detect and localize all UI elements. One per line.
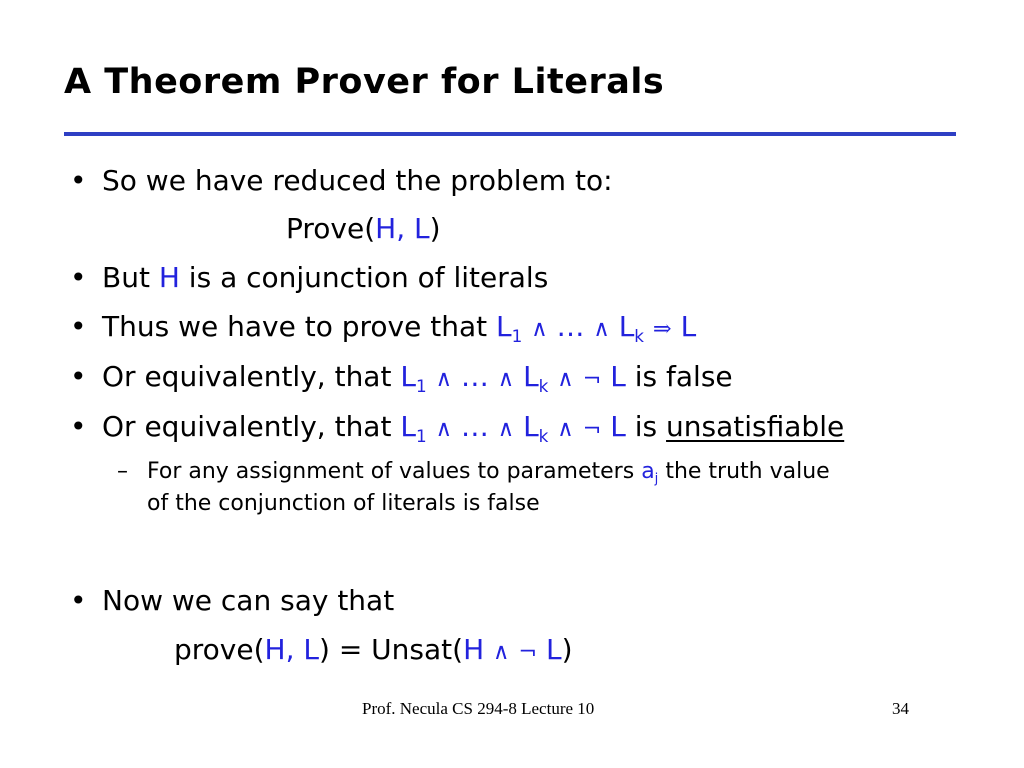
sub-bullet-line-1 xyxy=(147,455,830,489)
literal-l: L xyxy=(400,360,416,393)
not-symbol: ¬ xyxy=(582,366,602,392)
literal-l: L xyxy=(610,410,626,443)
subscript-k: k xyxy=(538,425,549,446)
bullet-2-post: is a conjunction of literals xyxy=(179,261,549,294)
var-h: H xyxy=(463,633,485,666)
formula-prove-unsat xyxy=(174,633,573,669)
literal-l: L xyxy=(523,360,539,393)
bullet-5-pre: Or equivalently, that xyxy=(102,410,401,443)
bullet-3-text xyxy=(102,310,696,346)
bullet-5-text xyxy=(102,410,844,446)
not-symbol: ¬ xyxy=(582,416,602,442)
formula-args: H, L xyxy=(264,633,319,666)
bullet-1-text: So we have reduced the problem to: xyxy=(102,164,613,197)
footer-text: Prof. Necula CS 294-8 Lecture 10 xyxy=(362,699,595,718)
bullet-4-pre: Or equivalently, that xyxy=(102,360,401,393)
ellipsis: … xyxy=(460,410,489,443)
literal-l: L xyxy=(523,410,539,443)
formula-part: ) = Unsat( xyxy=(319,633,464,666)
bullet-2-pre: But xyxy=(102,261,159,294)
formula-negation xyxy=(400,410,626,446)
bullet-dot: • xyxy=(70,360,87,393)
subscript-k: k xyxy=(634,325,645,346)
and-symbol: ∧ xyxy=(497,366,515,392)
sub-bullet-line-2: of the conjunction of literals is false xyxy=(147,491,540,516)
unsatisfiable-term: unsatisfiable xyxy=(666,410,845,443)
bullet-dot: • xyxy=(70,164,87,197)
subscript-1: 1 xyxy=(415,375,427,396)
literal-l: L xyxy=(546,633,562,666)
literal-l: L xyxy=(618,310,635,343)
formula-implication xyxy=(495,310,697,346)
bullet-5-mid: is xyxy=(625,410,667,443)
and-symbol: ∧ xyxy=(497,416,515,442)
and-symbol: ∧ xyxy=(557,416,574,442)
and-symbol: ∧ xyxy=(531,316,548,342)
formula-prove xyxy=(286,212,441,246)
ellipsis: … xyxy=(460,360,489,393)
subscript-1: 1 xyxy=(415,425,427,446)
literal-l: L xyxy=(400,410,416,443)
and-symbol: ∧ xyxy=(493,639,510,665)
bullet-6-text: Now we can say that xyxy=(102,584,395,617)
not-symbol: ¬ xyxy=(518,639,538,665)
sub-bullet-post: the truth value xyxy=(658,459,830,484)
bullet-dot: • xyxy=(70,261,87,294)
implies-symbol: ⇒ xyxy=(652,316,672,342)
param-a: a xyxy=(641,459,655,484)
sub-bullet-pre: For any assignment of values to parameters xyxy=(147,459,642,484)
formula-part: prove( xyxy=(174,633,265,666)
title-rule xyxy=(64,132,956,136)
bullet-4-text xyxy=(102,360,733,396)
formula-negation xyxy=(400,360,626,396)
bullet-dot: • xyxy=(70,584,87,617)
bullet-dot: • xyxy=(70,310,87,343)
literal-l: L xyxy=(610,360,626,393)
formula-prove-pre: Prove( xyxy=(286,212,376,245)
literal-l: L xyxy=(680,310,697,343)
and-symbol: ∧ xyxy=(435,416,452,442)
subscript-1: 1 xyxy=(511,325,523,346)
ellipsis: … xyxy=(556,310,585,343)
var-h: H xyxy=(158,261,180,294)
formula-prove-post: ) xyxy=(429,212,441,245)
formula-prove-args: H, L xyxy=(375,212,430,245)
and-symbol: ∧ xyxy=(593,316,610,342)
bullet-dot: • xyxy=(70,410,87,443)
and-symbol: ∧ xyxy=(435,366,452,392)
sub-bullet-dash: – xyxy=(117,459,128,484)
formula-part: ) xyxy=(561,633,573,666)
page-title: A Theorem Prover for Literals xyxy=(64,62,665,102)
formula-unsat-args xyxy=(463,633,562,666)
and-symbol: ∧ xyxy=(557,366,574,392)
literal-l: L xyxy=(495,310,512,343)
bullet-3-pre: Thus we have to prove that xyxy=(102,310,496,343)
subscript-j: j xyxy=(654,471,659,487)
subscript-k: k xyxy=(538,375,549,396)
page-number: 34 xyxy=(892,699,909,718)
bullet-2-text xyxy=(102,261,548,295)
bullet-4-post: is false xyxy=(625,360,733,393)
